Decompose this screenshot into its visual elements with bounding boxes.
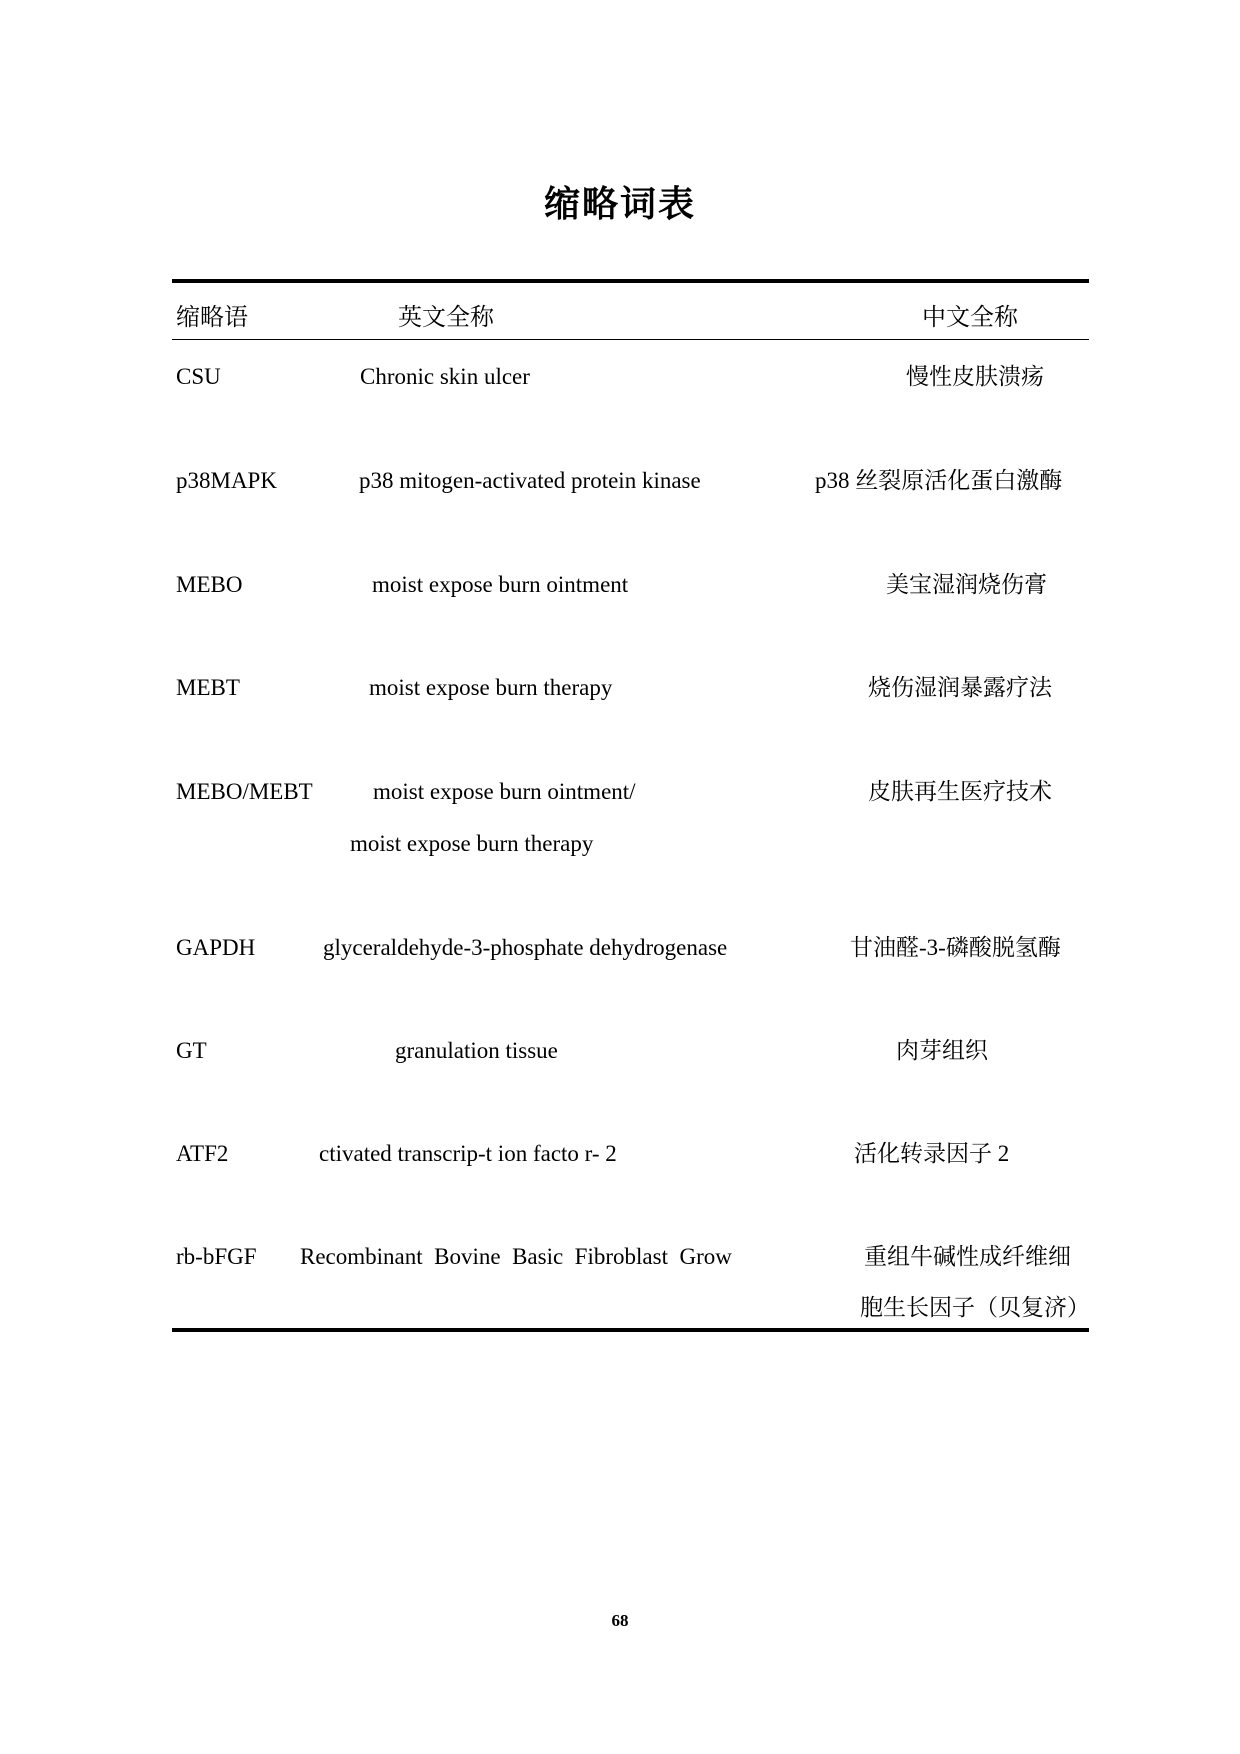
table-row-abbr: GAPDH (176, 935, 256, 960)
header-chinese: 中文全称 (922, 305, 1018, 331)
table-row-english: moist expose burn ointment/ (373, 779, 636, 804)
header-english: 英文全称 (398, 305, 494, 331)
table-row-abbr: rb-bFGF (176, 1244, 257, 1269)
table-row-chinese: 慢性皮肤溃疡 (906, 364, 1044, 389)
table-row-chinese: 重组牛碱性成纤维细 (864, 1244, 1071, 1269)
table-row-chinese: 烧伤湿润暴露疗法 (868, 675, 1052, 700)
table-row-abbr: GT (176, 1038, 207, 1063)
table-row-chinese: 胞生长因子（贝复济） (860, 1295, 1090, 1320)
table-row-english: moist expose burn ointment (372, 572, 629, 597)
table-row-english: ctivated transcrip-t ion facto r- 2 (319, 1141, 617, 1166)
table-row-english: glyceraldehyde-3-phosphate dehydrogenase (323, 935, 728, 960)
table-row-english: p38 mitogen-activated protein kinase (359, 468, 701, 493)
table-row-english: Chronic skin ulcer (360, 364, 530, 389)
header-abbreviation: 缩略语 (176, 305, 248, 331)
table-row-english: granulation tissue (395, 1038, 558, 1063)
table-row-english: moist expose burn therapy (369, 675, 613, 700)
table-row-abbr: MEBO (176, 572, 243, 597)
table-bottom-rule (172, 1328, 1089, 1332)
table-row-chinese: 甘油醛-3-磷酸脱氢酶 (850, 935, 1061, 960)
table-row-english: moist expose burn therapy (350, 831, 594, 856)
table-row-abbr: CSU (176, 364, 221, 389)
table-row-chinese: 肉芽组织 (896, 1038, 988, 1063)
table-top-rule (172, 279, 1089, 283)
table-row-chinese: p38 丝裂原活化蛋白激酶 (815, 468, 1063, 493)
table-row-abbr: p38MAPK (176, 468, 277, 493)
table-row-chinese: 美宝湿润烧伤膏 (886, 572, 1047, 597)
table-header-rule (172, 339, 1089, 340)
table-row-abbr: MEBT (176, 675, 240, 700)
table-row-chinese: 皮肤再生医疗技术 (868, 779, 1052, 804)
page-title: 缩略词表 (543, 184, 696, 224)
table-row-abbr: MEBO/MEBT (176, 779, 313, 804)
table-row-abbr: ATF2 (176, 1141, 229, 1166)
page-number: 68 (611, 1611, 629, 1630)
table-row-chinese: 活化转录因子 2 (854, 1141, 1010, 1166)
table-row-english: Recombinant Bovine Basic Fibroblast Grow (300, 1244, 732, 1269)
